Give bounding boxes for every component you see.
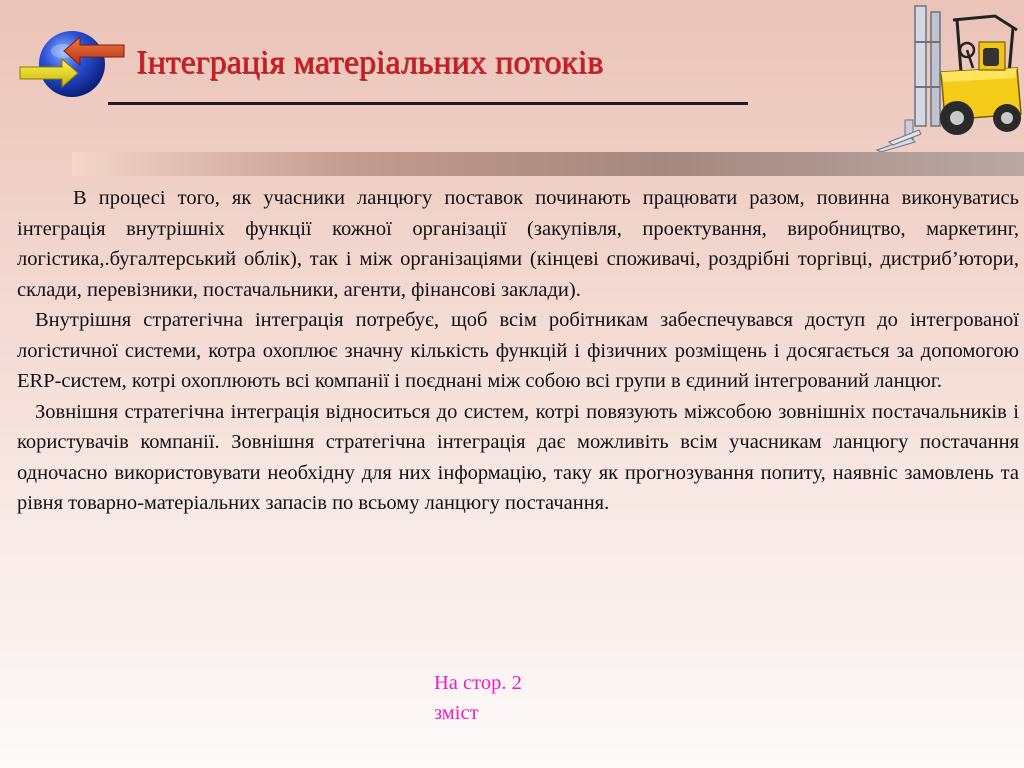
- navigation-link-contents[interactable]: [434, 668, 522, 728]
- globe-arrows-icon: [18, 28, 130, 100]
- forklift-icon: [875, 2, 1024, 152]
- body-paragraph: В процесі того, як учасники ланцюгу поставок починають працювати разом, повинна виконуватись інтеграція внутрішніх функції кожної організації (закупівля, проектування, виробництво, маркетинг, логістика,.бугалтерський облік), так і між організаціями (кінцеві споживачі, роздрібні торгівці, дистриб’ютори, склади, перевізники, постачальники, агенти, фінансові заклади).: [17, 187, 1019, 301]
- page-link-label[interactable]: На стор. 2: [434, 672, 522, 694]
- contents-link-label[interactable]: зміст: [434, 702, 479, 724]
- title-underline: [108, 102, 748, 105]
- body-paragraph: Внутрішня стратегічна інтеграція потребує, щоб всім робітникам забеспечувався доступ до інтегрованої логістичної системи, котра охоплює значну кількість функцій і фізичних розміщень і досягається за допомогою ERP-систем, котрі охоплюють всі компанії і поєднані між собою всі групи в єдиний інтегрований ланцюг.: [17, 309, 1019, 392]
- content-area: [17, 183, 1019, 519]
- header-divider-band: [72, 152, 1024, 176]
- slide-title: Інтеграція матеріальних потоків: [136, 44, 604, 81]
- body-paragraph: Зовнішня стратегічна інтеграція відноситься до систем, котрі повязують міжсобою зовнішніх постачальників і користувачів компанії. Зовнішня стратегічна інтеграція дає можливіть всім учасникам ланцюгу постачання одночасно використовувати необхідну для них інформацію, таку як прогнозування попиту, наявніс замовлень та рівня товарно-матеріальних запасів по всьому ланцюгу постачання.: [17, 400, 1019, 514]
